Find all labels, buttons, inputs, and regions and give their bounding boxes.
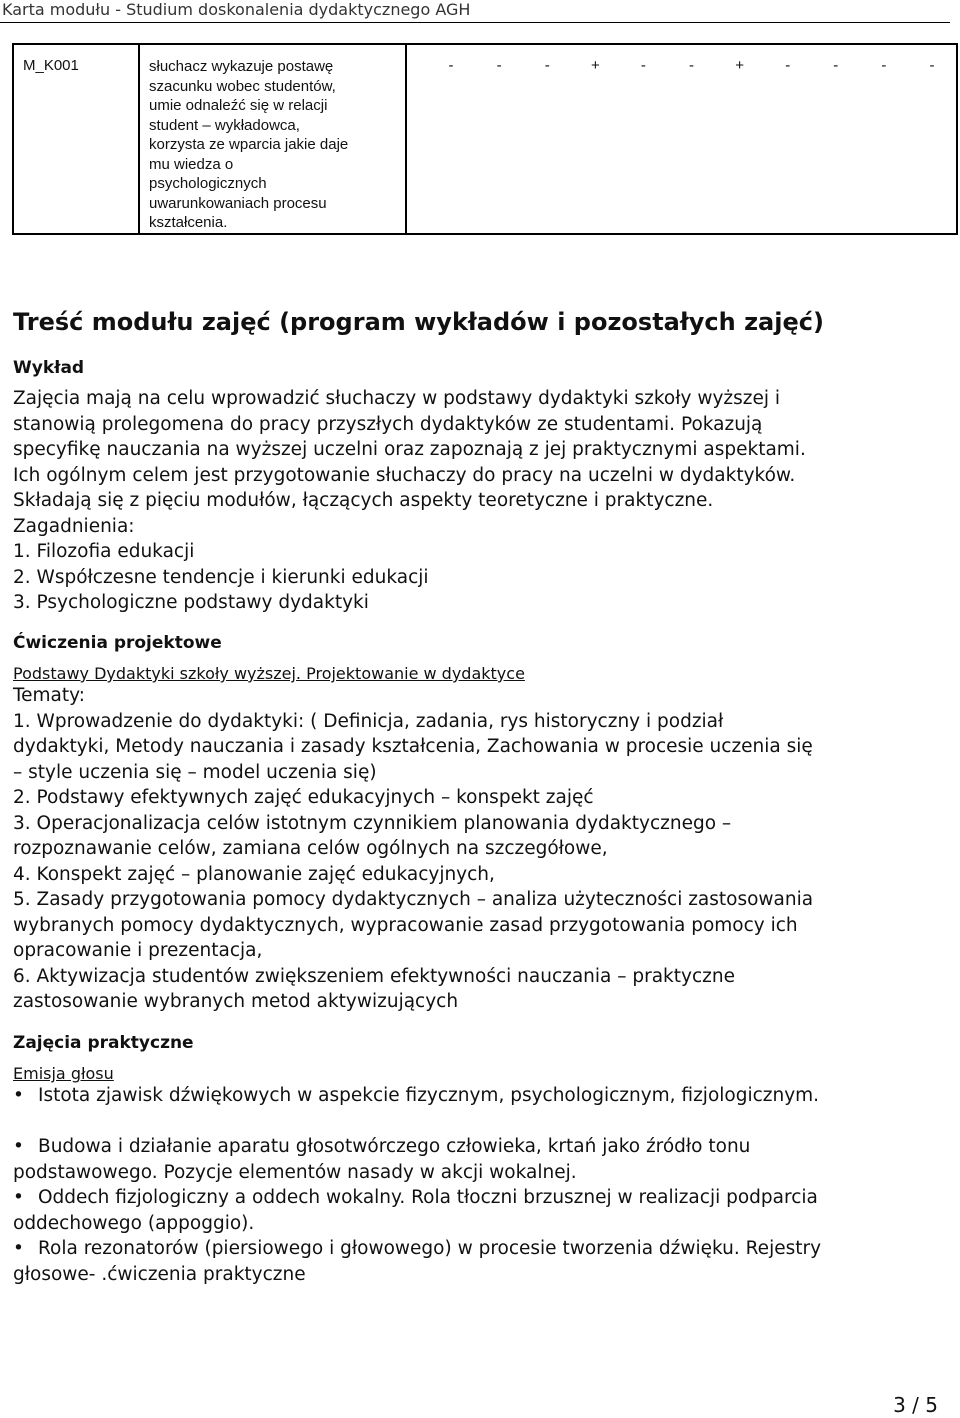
text-line: 1. Wprowadzenie do dydaktyki: ( Definicja, zadania, rys historyczny i podział [13,710,724,732]
page-number: 3 / 5 [893,1393,938,1417]
lecture-section [13,356,952,382]
project-topic-link[interactable]: Podstawy Dydaktyki szkoły wyższej. Projektowanie w dydaktyce [13,664,525,683]
mark-cell: + [590,57,600,74]
practical-heading: Zajęcia praktyczne [13,1033,194,1053]
mark-cell: + [735,57,744,74]
mark-cell: - [929,57,935,74]
bullet-text: Oddech fizjologiczny a oddech wokalny. Rola tłoczni brzusznej w realizacji podparcia [38,1187,818,1208]
text-line: Składają się z pięciu modułów, łączących aspekty teoretyczne i praktyczne. [13,490,714,511]
list-item [13,1134,952,1160]
text-line: dydaktyki, Metody nauczania i zasady kształcenia, Zachowania w procesie uczenia się [13,736,813,757]
text-line: specyfikę nauczania na wyższej uczelni oraz zapoznają z jej praktycznymi aspektami. [13,439,806,460]
bullet-continuation: podstawowego. Pozycje elementów nasady w akcji wokalnej. [13,1161,577,1183]
bullet-text: Istota zjawisk dźwiękowych w aspekcie fizycznym, psychologicznym, fizjologicznym. [38,1085,820,1106]
outcome-code: M_K001 [13,44,139,234]
bullet-continuation: głosowe- .ćwiczenia praktyczne [13,1263,306,1285]
bullet-text: Budowa i działanie aparatu głosotwórczego człowieka, krtań jako źródło tonu [38,1136,751,1157]
text-line: Ich ogólnym celem jest przygotowanie słuchaczy do pracy na uczelni w dydaktyków. [13,464,796,486]
description-line: umie odnaleźć się w relacji [149,97,328,114]
section-title: Treść modułu zajęć (program wykładów i pozostałych zajęć) [13,308,824,336]
mark-cell: - [640,57,646,74]
text-line: Zagadnienia: [13,515,135,537]
list-item [13,1236,952,1262]
text-line: 6. Aktywizacja studentów zwiększeniem efektywności nauczania – praktyczne [13,965,735,987]
project-heading: Ćwiczenia projektowe [13,633,222,653]
description-line: szacunku wobec studentów, [149,77,336,95]
practical-topic-link[interactable]: Emisja głosu [13,1064,114,1083]
project-body [13,683,952,1015]
mark-cell: - [496,57,502,74]
mark-cell: - [448,57,454,74]
mark-cell: - [544,57,550,74]
learning-outcome-table [12,43,958,235]
bullet-continuation: oddechowego (appoggio). [13,1212,255,1234]
bullet-icon: • [13,1085,24,1106]
description-line: psychologicznych [149,175,267,192]
outcome-description [139,44,406,234]
mark-cell: - [833,57,839,74]
list-item [13,1185,952,1211]
description-line: student – wykładowca, [149,116,300,134]
lecture-body [13,386,952,616]
text-line: Tematy: [13,685,85,706]
text-line: 2. Podstawy efektywnych zajęć edukacyjnych – konspekt zajęć [13,787,594,808]
bullet-icon: • [13,1238,24,1259]
mark-cell: - [785,57,791,74]
bullet-list [13,1134,952,1287]
text-line: wybranych pomocy dydaktycznych, wypracowanie zasad przygotowania pomocy ich [13,914,798,936]
description-line: mu wiedza o [149,155,234,173]
description-line: kształcenia. [149,214,228,231]
text-line: 5. Zasady przygotowania pomocy dydaktycznych – analiza użyteczności zastosowania [13,889,814,910]
text-line: 2. Współczesne tendencje i kierunki edukacji [13,566,429,588]
text-line: 1. Filozofia edukacji [13,541,195,562]
text-line: zastosowanie wybranych metod aktywizujących [13,991,459,1012]
text-line: rozpoznawanie celów, zamiana celów ogólnych na szczegółowe, [13,838,608,859]
text-line: Zajęcia mają na celu wprowadzić słuchaczy w podstawy dydaktyki szkoły wyższej i [13,388,781,409]
text-line: 3. Psychologiczne podstawy dydaktyki [13,592,369,613]
project-section [13,631,952,657]
bullet-icon: • [13,1136,24,1157]
mark-cell: - [689,57,695,74]
practical-section [13,1031,952,1057]
page-header: Karta modułu - Studium doskonalenia dydaktycznego AGH [0,0,950,23]
text-line: – style uczenia się – model uczenia się) [13,761,377,783]
text-line: 4. Konspekt zajęć – planowanie zajęć edukacyjnych, [13,863,495,885]
description-line: uwarunkowaniach procesu [149,194,327,212]
description-line: korzysta ze wparcia jakie daje [149,136,349,153]
list-item [13,1083,952,1109]
bullet-text: Rola rezonatorów (piersiowego i głowowego) w procesie tworzenia dźwięku. Rejestry [38,1238,822,1259]
text-line: 3. Operacjonalizacja celów istotnym czynnikiem planowania dydaktycznego – [13,812,732,834]
mark-cell: - [881,57,887,74]
outcome-marks [406,44,957,234]
bullet-list [13,1083,952,1109]
text-line: stanowią prolegomena do pracy przyszłych dydaktyków ze studentami. Pokazują [13,413,763,435]
bullet-icon: • [13,1187,24,1208]
lecture-heading: Wykład [13,358,85,378]
text-line: opracowanie i prezentacja, [13,940,263,961]
table-row [13,44,957,234]
description-line: słuchacz wykazuje postawę [149,58,334,75]
